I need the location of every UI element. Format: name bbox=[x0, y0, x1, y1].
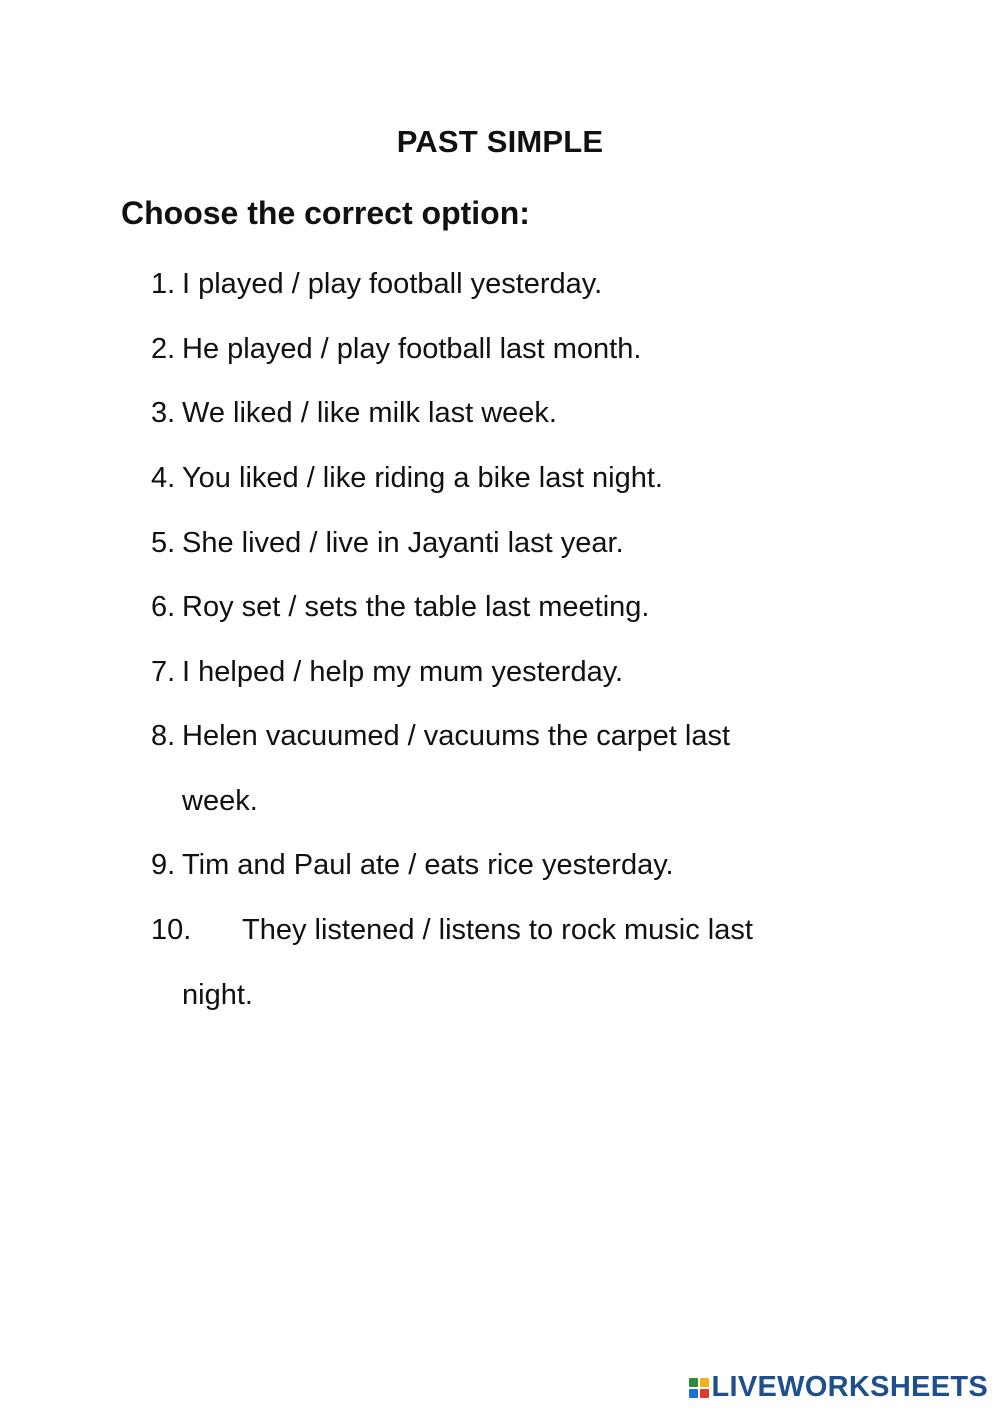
item-number: 7. bbox=[151, 656, 176, 688]
item-text: Tim and Paul ate / eats rice yesterday. bbox=[182, 849, 674, 881]
logo-text: LIVEWORKSHEETS bbox=[711, 1371, 988, 1403]
item-number: 1. bbox=[151, 268, 176, 300]
item-number: 5. bbox=[151, 527, 176, 559]
item-text-continuation: week. bbox=[182, 785, 258, 817]
item-text: Roy set / sets the table last meeting. bbox=[182, 591, 650, 623]
worksheet-title: PAST SIMPLE bbox=[396, 124, 604, 159]
liveworksheets-logo bbox=[689, 1371, 989, 1404]
item-number: 9. bbox=[151, 849, 176, 881]
item-number: 4. bbox=[151, 462, 176, 494]
item-number: 6. bbox=[151, 591, 176, 623]
item-text: Helen vacuumed / vacuums the carpet last bbox=[182, 720, 731, 752]
item-number: 2. bbox=[151, 333, 176, 365]
item-text: She lived / live in Jayanti last year. bbox=[182, 527, 624, 559]
worksheet-instruction: Choose the correct option: bbox=[121, 195, 530, 231]
item-number: 3. bbox=[151, 397, 176, 429]
item-text: They listened / listens to rock music last bbox=[242, 914, 753, 946]
item-number: 10. bbox=[151, 914, 192, 946]
liveworksheets-logo-icon bbox=[689, 1378, 709, 1398]
item-number: 8. bbox=[151, 720, 176, 752]
item-text: He played / play football last month. bbox=[182, 333, 642, 365]
item-text: I helped / help my mum yesterday. bbox=[182, 656, 624, 688]
item-text: I played / play football yesterday. bbox=[182, 268, 603, 300]
item-text: We liked / like milk last week. bbox=[182, 397, 557, 429]
item-text-continuation: night. bbox=[182, 979, 253, 1011]
item-text: You liked / like riding a bike last night. bbox=[182, 462, 663, 494]
